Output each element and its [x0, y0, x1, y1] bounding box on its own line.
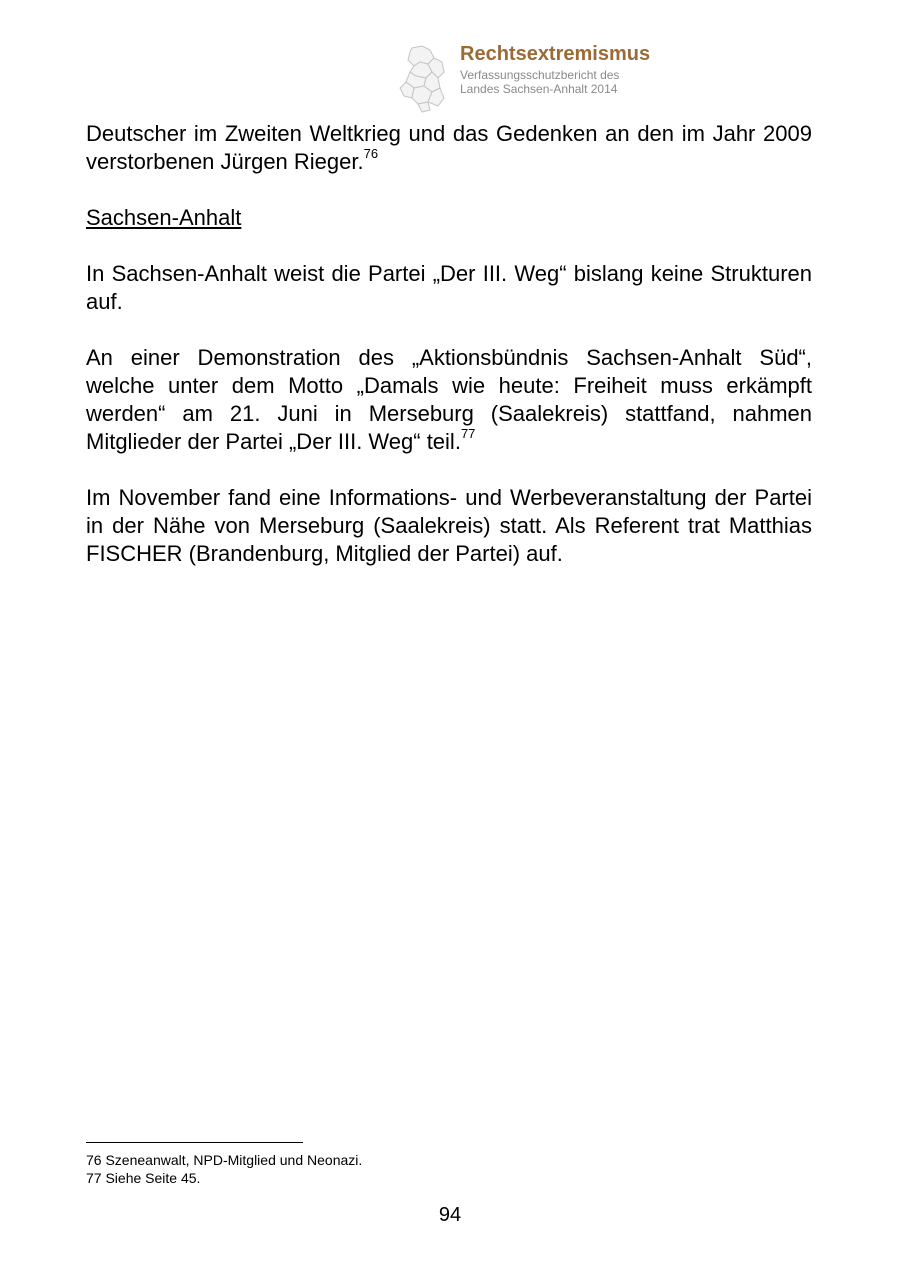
footnotes: [86, 1151, 362, 1187]
page-number: 94: [438, 1204, 462, 1226]
paragraph-1-text: Deutscher im Zweiten Weltkrieg und das Gedenken an den im Jahr 2009 verstorbenen Jürgen Rieger.: [86, 121, 812, 174]
paragraph-4: Im November fand eine Informations- und Werbeveranstaltung der Partei in der Nähe von Merseburg (Saalekreis) statt. Als Referent trat Matthias FISCHER (Brandenburg, Mitglied der Partei) auf.: [86, 485, 812, 566]
footnote-divider: [86, 1142, 303, 1143]
footnote-77: 77 Siehe Seite 45.: [86, 1170, 201, 1186]
paragraph-3: [86, 344, 812, 456]
footnote-ref-77: 77: [460, 425, 476, 441]
section-heading: Sachsen-Anhalt: [86, 205, 242, 230]
footnote-76: 76 Szeneanwalt, NPD-Mitglied und Neonazi.: [86, 1152, 363, 1168]
paragraph-3-text: An einer Demonstration des „Aktionsbündnis Sachsen-Anhalt Süd“, welche unter dem Motto „Damals wie heute: Freiheit muss erkämpft werden“ am 21. Juni in Merseburg (Saalekreis) stattfand, nahmen Mitglieder der Partei „Der III. Weg“ teil.: [86, 345, 812, 454]
sachsen-anhalt-map-icon: [398, 44, 454, 114]
header-subtitle-line2: Landes Sachsen-Anhalt 2014: [460, 82, 618, 96]
footnote-ref-76: 76: [363, 145, 379, 161]
header-title: Rechtsextremismus: [460, 43, 651, 65]
document-body: [86, 120, 812, 596]
header-subtitle-line1: Verfassungsschutzbericht des: [460, 68, 620, 82]
paragraph-1: [86, 120, 812, 176]
paragraph-2: In Sachsen-Anhalt weist die Partei „Der III. Weg“ bislang keine Strukturen auf.: [86, 261, 812, 314]
